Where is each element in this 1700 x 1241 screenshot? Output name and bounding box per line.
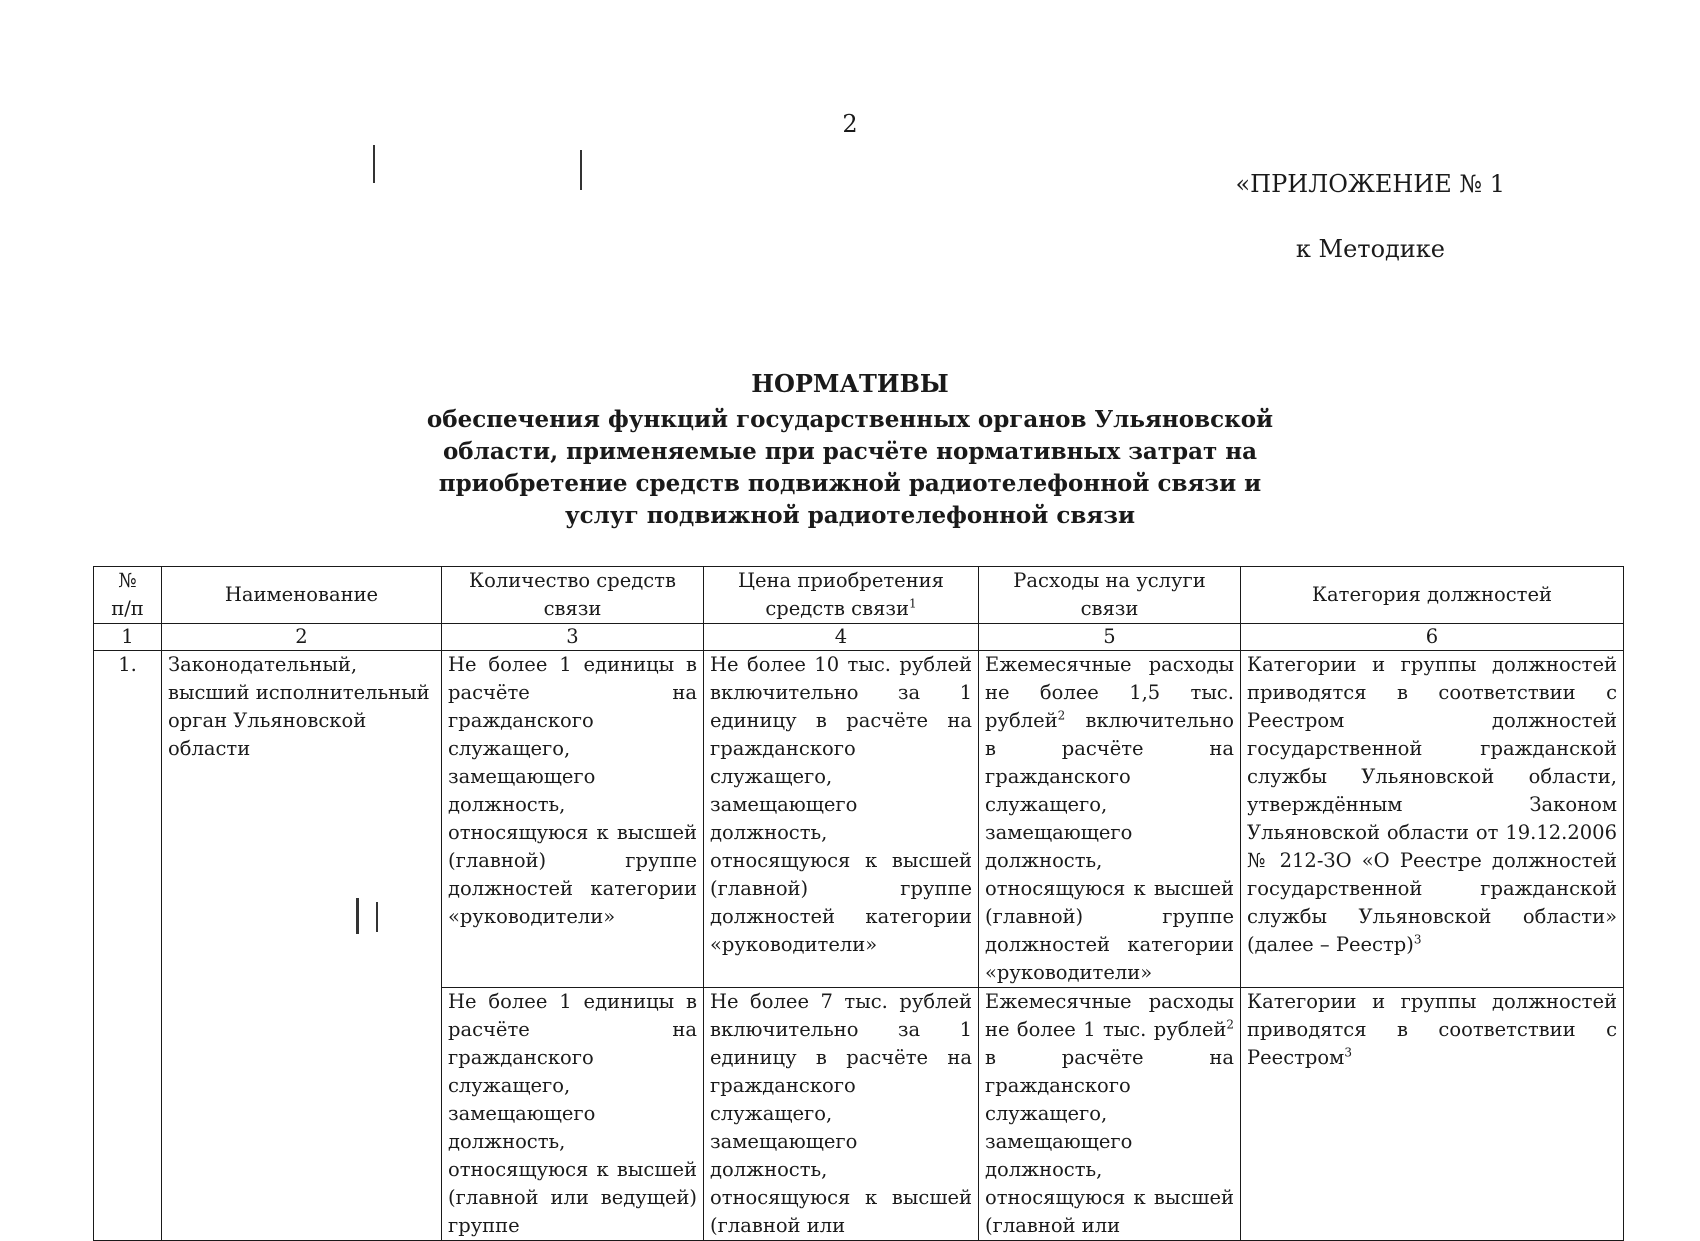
row-number: 1.	[94, 651, 162, 1241]
column-number: 4	[704, 624, 979, 651]
cell-quantity: Не более 1 единицы в расчёте на гражданского служащего, замещающего должность, относящуюся к высшей (главной или ведущей) группе	[442, 988, 704, 1241]
footnote-mark: 3	[1344, 1045, 1352, 1060]
column-number: 5	[979, 624, 1241, 651]
cell-price: Не более 7 тыс. рублей включительно за 1 единицу в расчёте на гражданского служащего, замещающего должность, относящуюся к высшей (главной или	[704, 988, 979, 1241]
cell-category	[1241, 988, 1624, 1241]
column-number: 2	[162, 624, 442, 651]
column-number: 1	[94, 624, 162, 651]
title-heading: НОРМАТИВЫ	[751, 369, 949, 398]
expense-text: Ежемесячные расходы не более 1,5 тыс. рублей	[985, 653, 1234, 732]
title-line-3: приобретение средств подвижной радиотелефонной связи и	[438, 470, 1262, 497]
footnote-mark: 2	[1226, 1017, 1234, 1032]
header-category: Категория должностей	[1241, 567, 1624, 624]
title-line-4: услуг подвижной радиотелефонной связи	[564, 502, 1136, 529]
header-expenses: Расходы на услуги связи	[979, 567, 1241, 624]
appendix-title: «ПРИЛОЖЕНИЕ № 1	[1235, 170, 1505, 198]
footnote-mark: 2	[1057, 708, 1066, 723]
expense-text-cont: включительно в расчёте на гражданского служащего, замещающего должность, относящуюся к высшей (главной) группе должностей категории «руководители»	[985, 709, 1234, 984]
expense-text: Ежемесячные расходы не более 1 тыс. рублей	[985, 990, 1234, 1041]
table-row	[94, 651, 1624, 988]
header-price	[704, 567, 979, 624]
footnote-mark: 1	[909, 596, 917, 611]
title-line-2: области, применяемые при расчёте нормативных затрат на	[442, 438, 1258, 465]
row-name: Законодательный, высший исполнительный орган Ульяновской области	[162, 651, 442, 1241]
header-number-label: п/п	[111, 597, 144, 620]
column-number: 3	[442, 624, 704, 651]
cell-quantity: Не более 1 единицы в расчёте на гражданского служащего, замещающего должность, относящуюся к высшей (главной) группе должностей категории «руководители»	[442, 651, 704, 988]
header-number	[94, 567, 162, 624]
cell-category	[1241, 651, 1624, 988]
cell-expenses	[979, 988, 1241, 1241]
cell-price: Не более 10 тыс. рублей включительно за 1 единицу в расчёте на гражданского служащего, замещающего должность, относящуюся к высшей (главной) группе должностей категории «руководители»	[704, 651, 979, 988]
page-number: 2	[842, 110, 858, 138]
scan-speck	[356, 898, 359, 934]
header-name: Наименование	[162, 567, 442, 624]
norms-table	[93, 566, 1624, 1241]
column-number-row	[94, 624, 1624, 651]
table-header-row	[94, 567, 1624, 624]
category-text: Категории и группы должностей приводятся в соответствии с Реестром	[1247, 990, 1617, 1069]
document-title	[0, 368, 1700, 532]
expense-text-cont: в расчёте на гражданского служащего, замещающего должность, относящуюся к высшей (главной или	[985, 1046, 1234, 1237]
title-line-1: обеспечения функций государственных органов Ульяновской	[426, 406, 1274, 433]
header-number-symbol: №	[118, 569, 137, 592]
scan-speck	[373, 145, 375, 183]
cell-expenses	[979, 651, 1241, 988]
column-number: 6	[1241, 624, 1624, 651]
scan-speck	[376, 902, 378, 932]
scan-speck	[580, 150, 582, 190]
header-quantity: Количество средств связи	[442, 567, 704, 624]
category-text: Категории и группы должностей приводятся в соответствии с Реестром должностей государственной гражданской службы Ульяновской области, утверждённым Законом Ульяновской области от 19.12.2006 № 212-ЗО «О Реестре должностей государственной гражданской службы Ульяновской области» (далее – Реестр)	[1247, 653, 1617, 956]
appendix-subtitle: к Методике	[1295, 235, 1445, 263]
header-price-label: Цена приобретения средств связи	[738, 569, 944, 620]
footnote-mark: 3	[1413, 932, 1422, 947]
